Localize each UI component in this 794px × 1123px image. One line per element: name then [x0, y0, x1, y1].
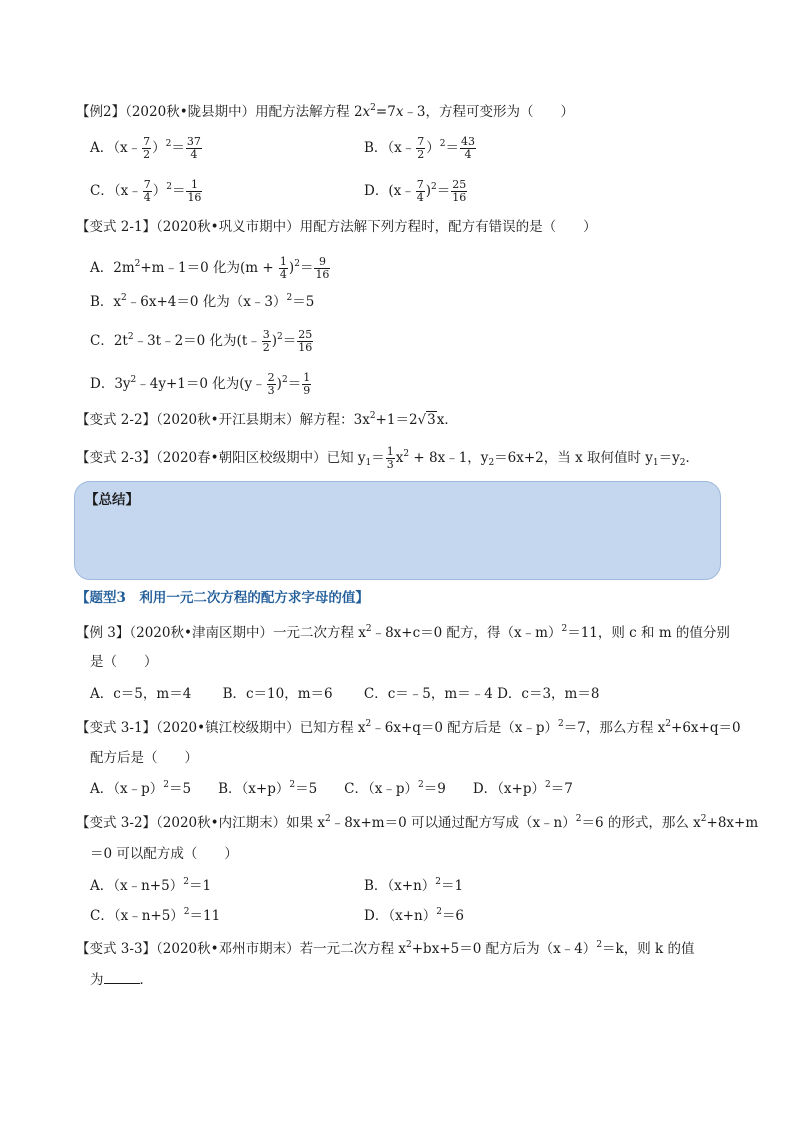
summary-label: 【总结】: [85, 492, 139, 508]
example-2-question: 【例2】（2020秋•陇县期中）用配方法解方程 $2x^2=7x﹣3$，方程可变形为（ ）: [76, 103, 575, 120]
variant-2-1-question: 【变式 2-1】（2020秋•巩义市期中）用配方法解下列方程时，配方有错误的是（ ）: [76, 219, 597, 235]
answer-blank[interactable]: [104, 971, 140, 984]
summary-box: [74, 481, 721, 580]
variant-3-2-question-line-2: ＝0 可以配方成（ ）: [90, 846, 238, 862]
variant-3-2-option-c: C．（x﹣n+5）$^2$＝11: [90, 907, 221, 924]
variant-3-2-question-line-1: 【变式 3-2】（2020秋•内江期末）如果 $x^2﹣8x+m=0$ 可以通过配方写成（x﹣n）$^2$＝6 的形式，那么 $x^2+8x+m$: [76, 814, 759, 831]
example-2-option-c: C．（x﹣ $\frac{7}{4}$ ）$^2$＝ $\frac{1}{16}$: [90, 178, 202, 204]
variant-3-1-options: A．（x﹣p）$^2$＝5 B．$(x+p)^2=5$ C．（x﹣p）$^2$＝9 D．$(x+p)^2=7$: [90, 780, 573, 797]
example-3-options: A．c＝5，m＝4 B．c＝10，m＝6 C．c＝﹣5，m＝﹣4 D．c＝3，m＝8: [90, 686, 600, 702]
variant-2-2-question: 【变式 2-2】（2020秋•开江县期末）解方程：$3x^2+1=2√3x$．: [76, 411, 458, 428]
variant-3-2-option-b: B．$(x+n)^2=1$: [364, 877, 464, 894]
variant-3-3-question-line-2: 为 ．: [90, 972, 153, 988]
variant-2-1-option-b: B．$x^2﹣6x+4=0$ 化为（x﹣3）$^2$＝5: [90, 293, 315, 310]
example-3-question-line-1: 【例 3】（2020秋•津南区期中）一元二次方程 $x^2﹣8x+c=0$ 配方，得（x﹣m）$^2$＝11，则 c 和 m 的值分别: [76, 624, 730, 641]
section-3-title: 【题型3 利用一元二次方程的配方求字母的值】: [76, 590, 369, 606]
variant-3-1-question-line-1: 【变式 3-1】（2020•镇江校级期中）已知方程 $x^2﹣6x+q=0$ 配方后是（x﹣p）$^2$＝7，那么方程 $x^2+6x+q=0$: [76, 719, 741, 736]
variant-3-3-question-line-1: 【变式 3-3】（2020秋•邓州市期末）若一元二次方程 $x^2+bx+5=0$ 配方后为（x﹣4）$^2$＝k，则 k 的值: [76, 940, 695, 957]
variant-3-1-question-line-2: 配方后是（ ）: [90, 750, 198, 766]
example-2-option-d: D．(x﹣ $\frac{7}{4}$ )$^2$＝ $\frac{25}{16}$: [364, 178, 467, 204]
variant-2-1-option-d: D．$3y^2﹣4y+1=0$ 化为(y﹣ $\frac{2}{3}$ )$^2$＝ $\frac{1}{9}$: [90, 371, 311, 397]
variant-3-2-option-d: D．$(x+n)^2=6$: [364, 907, 465, 924]
variant-2-3-question: 【变式 2-3】（2020春•朝阳区校级期中）已知 $y_1=$ $\frac{1}{3}$ $x^2$ + 8x﹣1，$y_2=6x+2$，当 x 取何值时 $y_1=y_2$．: [76, 445, 699, 471]
example-3-question-line-2: 是（ ）: [90, 654, 158, 670]
variant-3-2-option-a: A．（x﹣n+5）$^2$＝1: [90, 877, 212, 894]
example-2-option-b: B．（x﹣ $\frac{7}{2}$ ）$^2$＝ $\frac{43}{4}$: [364, 135, 476, 161]
example-2-option-a: A．（x﹣ $\frac{7}{2}$ ）$^2$＝ $\frac{37}{4}$: [90, 135, 201, 161]
variant-2-1-option-a: A．$2m^2+m﹣1=0$ 化为(m + $\frac{1}{4}$ )$^2$＝ $\frac{9}{16}$: [90, 255, 330, 281]
variant-2-1-option-c: C．$2t^2﹣3t﹣2=0$ 化为(t﹣ $\frac{3}{2}$ )$^2$＝ $\frac{25}{16}$: [90, 328, 313, 354]
